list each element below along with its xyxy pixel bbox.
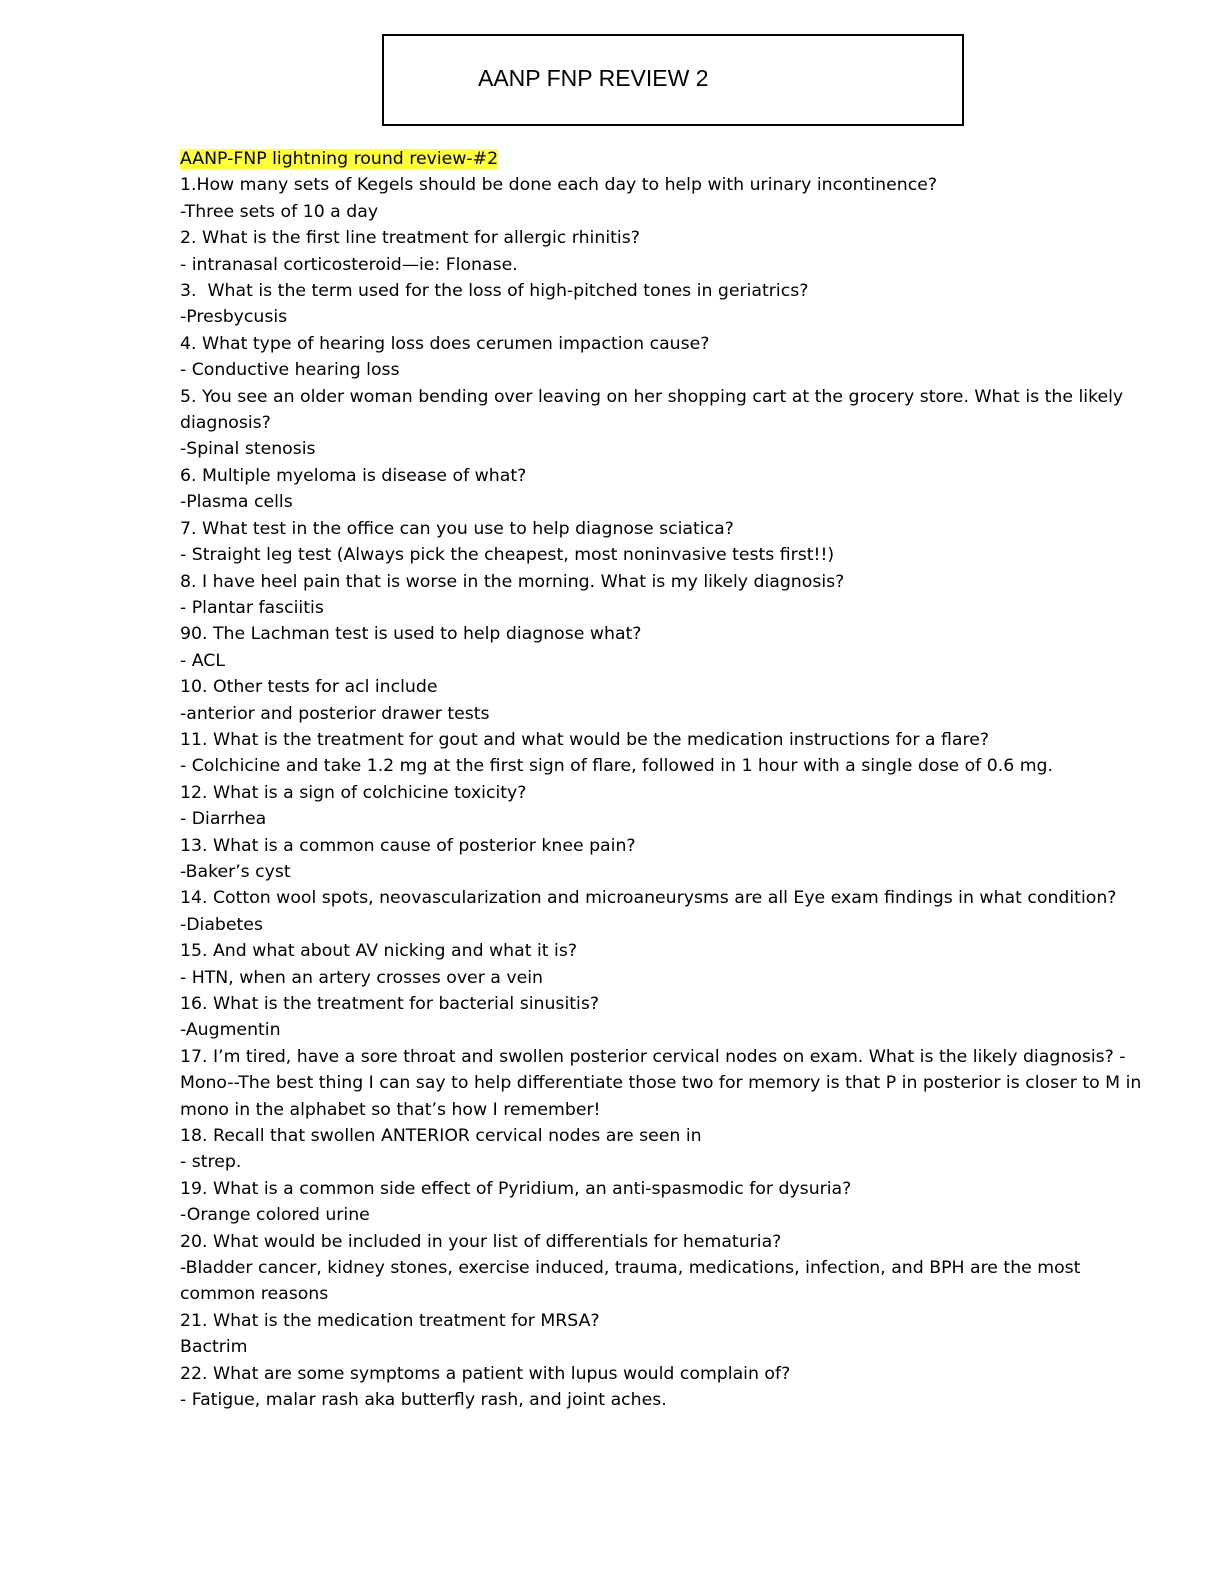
text-line: 4. What type of hearing loss does cerumen impaction cause? bbox=[180, 333, 710, 354]
text-line: 8. I have heel pain that is worse in the morning. What is my likely diagnosis? bbox=[180, 571, 845, 592]
text-line: - Fatigue, malar rash aka butterfly rash, and joint aches. bbox=[180, 1390, 667, 1411]
text-line: -Bladder cancer, kidney stones, exercise induced, trauma, medications, infection, and BPH are the most common reasons bbox=[180, 1258, 1086, 1305]
text-line: - Conductive hearing loss bbox=[180, 360, 400, 381]
subtitle-line bbox=[180, 146, 1144, 172]
text-line: -Three sets of 10 a day bbox=[180, 201, 379, 222]
title-box bbox=[382, 34, 964, 126]
text-line: 21. What is the medication treatment for MRSA? bbox=[180, 1310, 600, 1331]
text-line: -Spinal stenosis bbox=[180, 439, 316, 460]
document-title: AANP FNP REVIEW 2 bbox=[478, 65, 709, 91]
text-line: -Presbycusis bbox=[180, 307, 288, 328]
text-line: -Orange colored urine bbox=[180, 1205, 370, 1226]
text-line: - strep. bbox=[180, 1152, 242, 1173]
text-line: - intranasal corticosteroid—ie: Flonase. bbox=[180, 254, 518, 275]
text-line: 13. What is a common cause of posterior knee pain? bbox=[180, 835, 636, 856]
text-line: -anterior and posterior drawer tests bbox=[180, 703, 490, 724]
text-line: 11. What is the treatment for gout and what would be the medication instructions for a flare? bbox=[180, 729, 990, 750]
text-line: -Plasma cells bbox=[180, 492, 293, 513]
text-line: Bactrim bbox=[180, 1337, 248, 1358]
text-line: - Colchicine and take 1.2 mg at the first sign of flare, followed in 1 hour with a single dose of 0.6 mg. bbox=[180, 756, 1053, 777]
text-line: 10. Other tests for acl include bbox=[180, 677, 438, 698]
review-content bbox=[180, 146, 1147, 1414]
text-line: -Diabetes bbox=[180, 914, 263, 935]
text-line: 16. What is the treatment for bacterial sinusitis? bbox=[180, 994, 599, 1014]
text-line: 15. And what about AV nicking and what it is? bbox=[180, 941, 578, 962]
text-line: 14. Cotton wool spots, neovascularization and microaneurysms are all Eye exam findings in what condition? bbox=[180, 888, 1117, 909]
text-line: 20. What would be included in your list of differentials for hematuria? bbox=[180, 1231, 782, 1252]
text-line: 18. Recall that swollen ANTERIOR cervical nodes are seen in bbox=[180, 1126, 702, 1147]
text-line: -Augmentin bbox=[180, 1020, 281, 1041]
text-line: 2. What is the first line treatment for allergic rhinitis? bbox=[180, 228, 640, 249]
text-line: 7. What test in the office can you use to help diagnose sciatica? bbox=[180, 518, 734, 539]
text-line: -Baker’s cyst bbox=[180, 861, 291, 882]
text-line: 1.How many sets of Kegels should be done each day to help with urinary incontinence? bbox=[180, 175, 938, 196]
text-line: 6. Multiple myeloma is disease of what? bbox=[180, 465, 527, 486]
text-line: - Diarrhea bbox=[180, 809, 267, 830]
text-line: 19. What is a common side effect of Pyridium, an anti-spasmodic for dysuria? bbox=[180, 1178, 852, 1199]
text-line: - Plantar fasciitis bbox=[180, 597, 324, 618]
text-line: 22. What are some symptoms a patient with lupus would complain of? bbox=[180, 1363, 791, 1384]
highlighted-subtitle: AANP-FNP lightning round review-#2 bbox=[180, 149, 499, 169]
text-line: - Straight leg test (Always pick the cheapest, most noninvasive tests first!!) bbox=[180, 545, 835, 566]
text-line: 17. I’m tired, have a sore throat and swollen posterior cervical nodes on exam. What is the likely diagnosis? -Mono--The best thing I can say to help differentiate those two for memory is that P in posterior is closer to M in mono in the alphabet so that’s how I remember! bbox=[180, 1046, 1147, 1120]
text-line: 12. What is a sign of colchicine toxicity? bbox=[180, 782, 527, 803]
text-line: - ACL bbox=[180, 650, 225, 671]
text-line: 3. What is the term used for the loss of high-pitched tones in geriatrics? bbox=[180, 281, 809, 302]
text-line: 90. The Lachman test is used to help diagnose what? bbox=[180, 624, 642, 645]
text-line: - HTN, when an artery crosses over a vein bbox=[180, 967, 543, 988]
text-line: 5. You see an older woman bending over leaving on her shopping cart at the grocery store. What is the likely diagnosis? bbox=[180, 386, 1129, 434]
